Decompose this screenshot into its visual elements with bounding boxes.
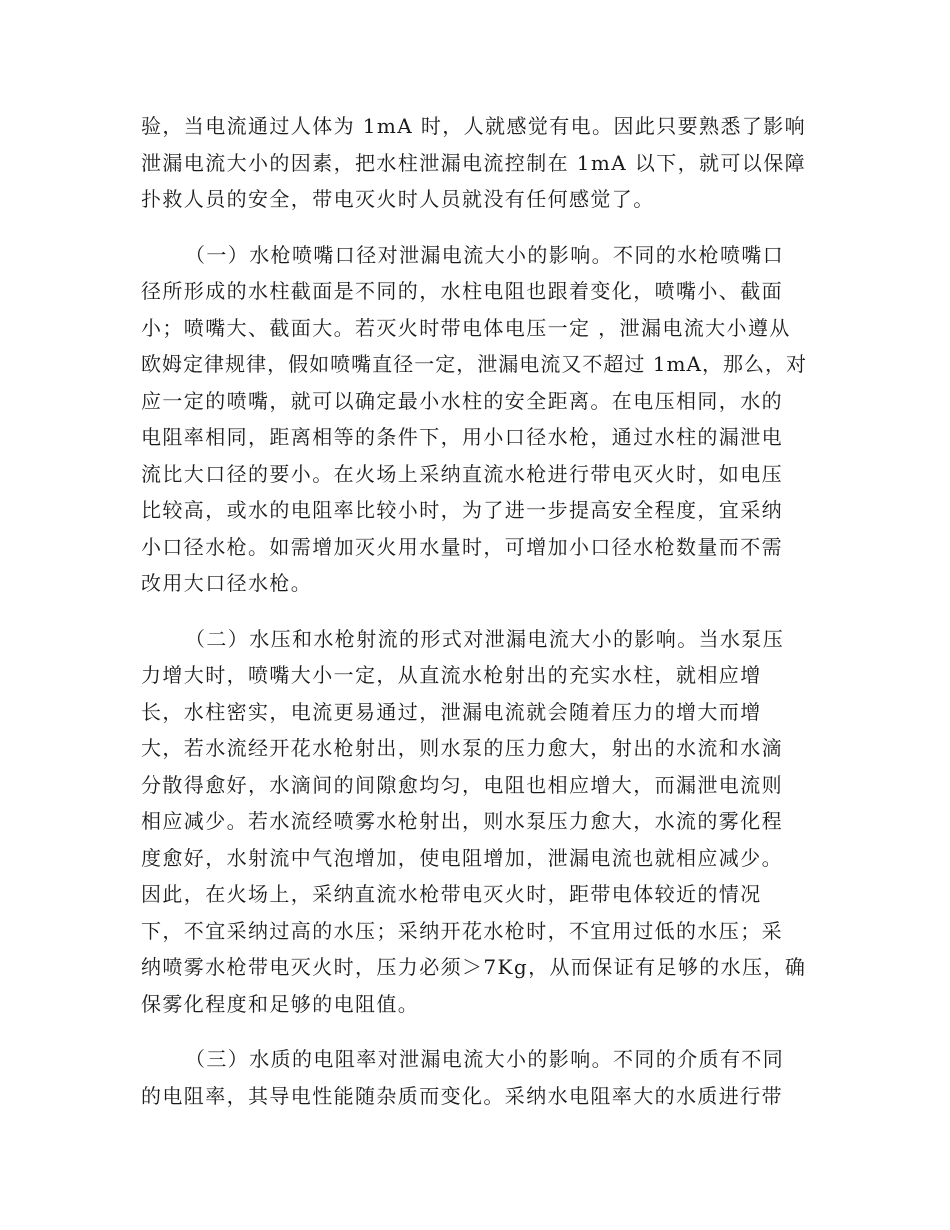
text-line: 比较高，或水的电阻率比较小时，为了进一步提高安全程度，宜采纳 bbox=[141, 498, 783, 522]
text-line: 下，不宜采纳过高的水压；采纳开花水枪时，不宜用过低的水压；采 bbox=[141, 918, 783, 943]
text-line: （一）水枪喷嘴口径对泄漏电流大小的影响。不同的水枪喷嘴口 bbox=[185, 242, 785, 267]
text-line: 大，若水流经开花水枪射出，则水泵的压力愈大，射出的水流和水滴 bbox=[141, 736, 783, 760]
text-line: （二）水压和水枪射流的形式对泄漏电流大小的影响。当水泵压 bbox=[185, 626, 785, 651]
text-line: 长，水柱密实，电流更易通过，泄漏电流就会随着压力的增大而增 bbox=[141, 699, 762, 724]
text-line: 流比大口径的要小。在火场上采纳直流水枪进行带电灭火时，如电压 bbox=[141, 461, 783, 486]
text-line: 电阻率相同，距离相等的条件下，用小口径水枪，通过水柱的漏泄电 bbox=[141, 425, 783, 449]
text-line: 因此，在火场上，采纳直流水枪带电灭火时，距带电体较近的情况 bbox=[141, 882, 762, 906]
paragraph-nozzle-diameter bbox=[141, 237, 809, 602]
paragraph-water-pressure bbox=[141, 621, 809, 1023]
text-line: 径所形成的水柱截面是不同的，水柱电阻也跟着变化，喷嘴小、截面 bbox=[141, 279, 783, 303]
text-line: 欧姆定律规律，假如喷嘴直径一定，泄漏电流又不超过 1mA，那么，对 bbox=[141, 352, 808, 376]
text-line: 验，当电流通过人体为 1mA 时，人就感觉有电。因此只要熟悉了影响 bbox=[141, 114, 807, 138]
text-line: 力增大时，喷嘴大小一定，从直流水枪射出的充实水柱，就相应增 bbox=[141, 663, 762, 687]
text-line: 应一定的喷嘴，就可以确定最小水柱的安全距离。在电压相同，水的 bbox=[141, 388, 783, 413]
text-line: 分散得愈好，水滴间的间隙愈均匀，电阻也相应增大，而漏泄电流则 bbox=[141, 772, 783, 797]
text-line: （三）水质的电阻率对泄漏电流大小的影响。不同的介质有不同 bbox=[185, 1047, 785, 1071]
text-line: 泄漏电流大小的因素，把水柱泄漏电流控制在 1mA 以下，就可以保障 bbox=[141, 150, 807, 175]
paragraph-water-resistivity bbox=[141, 1041, 809, 1114]
text-line: 扑救人员的安全，带电灭火时人员就没有任何感觉了。 bbox=[141, 187, 655, 211]
text-line: 的电阻率，其导电性能随杂质而变化。采纳水电阻率大的水质进行带 bbox=[141, 1083, 783, 1108]
text-line: 小口径水枪。如需增加灭火用水量时，可增加小口径水枪数量而不需 bbox=[141, 534, 783, 559]
text-line: 改用大口径水枪。 bbox=[141, 571, 313, 595]
text-line: 保雾化程度和足够的电阻值。 bbox=[141, 991, 420, 1016]
text-line: 度愈好，水射流中气泡增加，使电阻增加，泄漏电流也就相应减少。 bbox=[141, 845, 783, 870]
text-line: 相应减少。若水流经喷雾水枪射出，则水泵压力愈大，水流的雾化程 bbox=[141, 809, 783, 833]
text-line: 纳喷雾水枪带电灭火时，压力必须＞7Kg，从而保证有足够的水压，确 bbox=[141, 955, 807, 979]
paragraph-intro bbox=[141, 108, 809, 218]
document-body bbox=[141, 108, 809, 1133]
text-line: 小；喷嘴大、截面大。若灭火时带电体电压一定 ，泄漏电流大小遵从 bbox=[141, 315, 791, 340]
